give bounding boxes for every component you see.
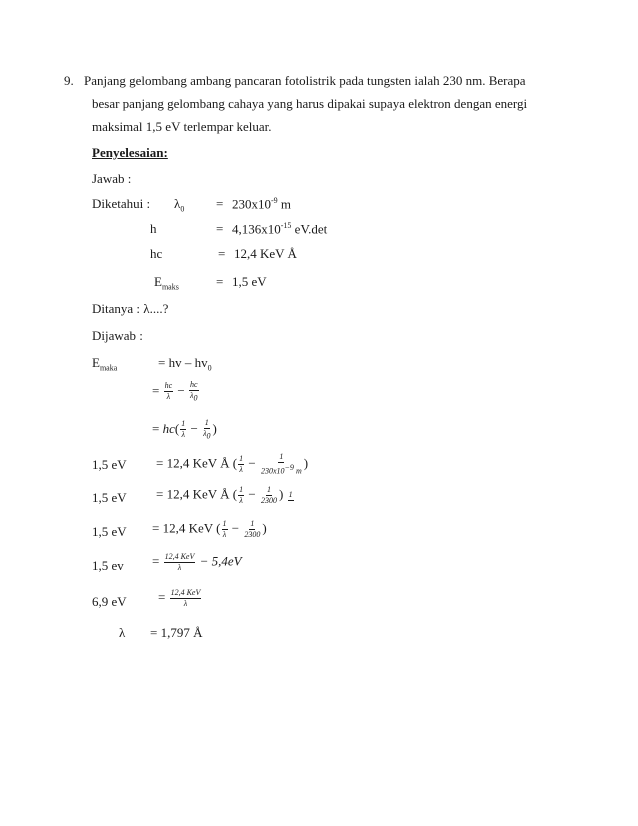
diketahui-label: Diketahui : [92, 196, 151, 211]
ditanya-line: Ditanya : λ....? [92, 301, 169, 316]
given-hc-equals: = [218, 246, 226, 261]
step2-expression: = $\frac{hc}{\lambda}$ − $\frac{hc}{\lambda_0}$ [152, 380, 198, 403]
problem-line-3: maksimal 1,5 eV terlempar keluar. [92, 119, 272, 134]
step5-rhs: = 12,4 KeV Å ( $\frac{1}{\lambda}$ − $\frac{1}{2300}$ ) 1 [156, 485, 293, 505]
step6-lhs: 1,5 eV [92, 524, 127, 539]
given-emaks-equals: = [216, 274, 224, 289]
given-hc-value: 12,4 KeV Å [234, 246, 297, 261]
step6-rhs: = 12,4 KeV ( $\frac{1}{\lambda}$ − $\frac{1}{2300}$ ) [152, 519, 267, 539]
given-emaks-value: 1,5 eV [232, 274, 267, 289]
problem-number: 9. [64, 73, 74, 88]
step7-rhs: = $\frac{\text{12,4 KeV}}{\lambda}$ − 5,4eV [152, 552, 242, 572]
given-lambda0-equals: = [216, 196, 224, 211]
given-emaks-symbol: $E_{maks}$ [154, 274, 179, 292]
step5-lhs: 1,5 eV [92, 490, 127, 505]
given-h-equals: = [216, 221, 224, 236]
given-h-symbol: h [150, 221, 157, 236]
step9-lhs: λ [119, 625, 126, 640]
given-hc-symbol: hc [150, 246, 163, 261]
given-h-value: $4,136x10^{-15}$ eV.det [232, 221, 328, 237]
dijawab-label: Dijawab : [92, 328, 143, 343]
jawab-label: Jawab : [92, 171, 132, 186]
given-lambda0-symbol: $\lambda_0$ [174, 196, 185, 214]
given-lambda0-value: $230x10^{-9}$ m [232, 196, 292, 212]
step7-lhs: 1,5 ev [92, 558, 124, 573]
problem-line-2: besar panjang gelombang cahaya yang harus dipakai supaya elektron dengan energi [92, 96, 528, 111]
step9-rhs: = 1,797 Å [150, 625, 203, 640]
step1-rhs: = hv – $hv_0$ [158, 355, 212, 373]
step8-lhs: 6,9 eV [92, 594, 127, 609]
solution-heading: Penyelesaian: [92, 145, 168, 160]
step4-lhs: 1,5 eV [92, 457, 127, 472]
step4-rhs: = 12,4 KeV Å ( $\frac{1}{\lambda}$ − $\frac{1}{230x10^{-9} m}$ ) [156, 452, 309, 476]
step3-expression: = hc( $\frac{1}{\lambda}$ − $\frac{1}{\lambda_0}$ ) [152, 418, 217, 441]
step8-rhs: = $\frac{\text{12,4 KeV}}{\lambda}$ [158, 588, 201, 608]
step1-lhs: $E_{maka}$ [92, 355, 118, 373]
problem-line-1: Panjang gelombang ambang pancaran fotolistrik pada tungsten ialah 230 nm. Berapa [84, 73, 526, 88]
